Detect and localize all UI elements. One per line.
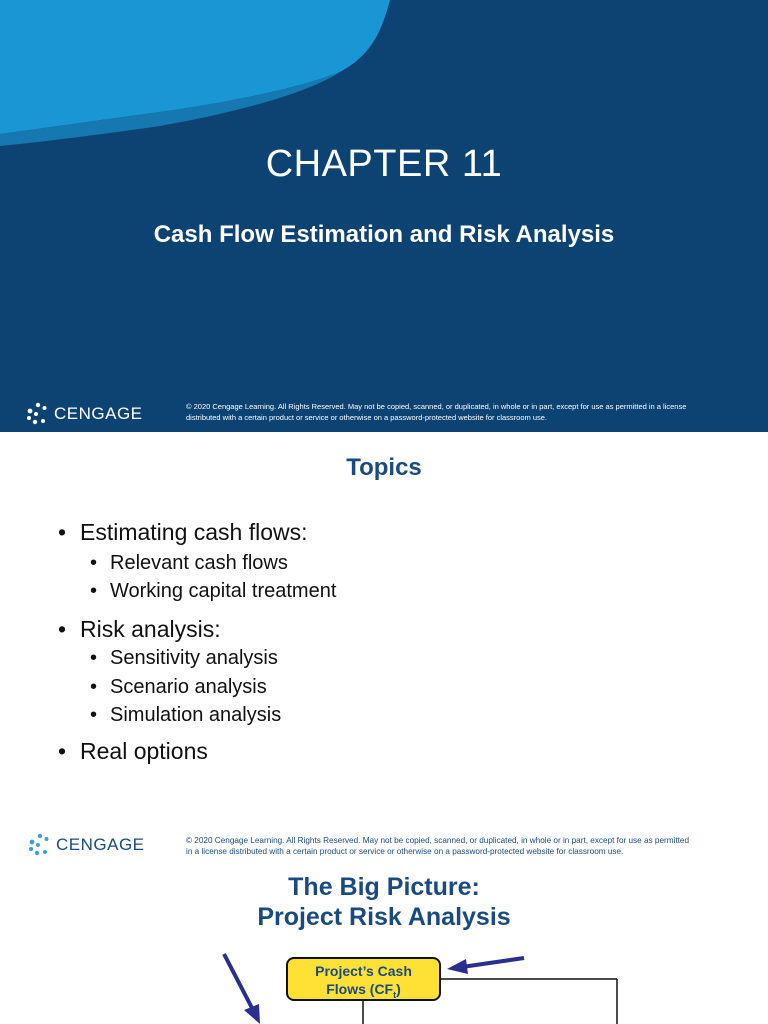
list-item [58, 519, 308, 546]
copyright-line: distributed with a certain product or service or otherwise on a password-protected website for classroom use. [186, 412, 547, 422]
bullet-icon: • [58, 519, 67, 545]
bullet-icon: • [58, 738, 67, 764]
box-label: Project’s Cash [315, 963, 412, 979]
title-line: The Big Picture: [288, 873, 480, 901]
project-cash-flows-box [286, 957, 441, 1001]
list-item [58, 738, 208, 765]
cengage-logo-icon [26, 402, 50, 426]
bullet-icon: • [58, 616, 67, 642]
bullet-icon: • [90, 647, 98, 669]
chapter-title-slide [0, 0, 768, 432]
arrow-left-icon [447, 958, 524, 974]
bullet-icon: • [90, 704, 98, 726]
big-picture-slide [0, 812, 768, 1024]
sub-list-item-text: Simulation analysis [110, 704, 282, 726]
chapter-subtitle: Cash Flow Estimation and Risk Analysis [153, 221, 615, 248]
cengage-logo-text: CENGAGE [54, 404, 143, 423]
copyright-line: © 2020 Cengage Learning. All Rights Reserved. May not be copied, scanned, or duplicated, in whole or in part, except for use as permitted in a license [186, 402, 687, 411]
sub-list-item [90, 676, 267, 699]
sub-list-item-text: Scenario analysis [110, 676, 267, 698]
copyright-line: in a license distributed with a certain product or service or otherwise on a password-protected website for classroom use. [186, 847, 624, 856]
chapter-title: CHAPTER 11 [265, 143, 503, 185]
sub-list-item [90, 552, 288, 575]
sub-list-item-text: Sensitivity analysis [110, 647, 278, 669]
list-item-text: Estimating cash flows: [80, 519, 308, 545]
copyright-notice [186, 402, 746, 423]
bullet-icon: • [90, 552, 98, 574]
topics-slide [0, 432, 768, 812]
sub-list-item-text: Relevant cash flows [110, 552, 288, 574]
list-item-text: Real options [80, 738, 208, 764]
bullet-icon: • [90, 676, 98, 698]
cengage-logo [26, 402, 143, 426]
list-item-text: Risk analysis: [80, 616, 221, 642]
copyright-line: © 2020 Cengage Learning. All Rights Reserved. May not be copied, scanned, or duplicated, in whole or in part, except for use as permitted [186, 836, 690, 845]
arrow-down-icon [224, 954, 260, 1024]
sub-list-item [90, 704, 281, 727]
title-line: Project Risk Analysis [257, 903, 511, 931]
wave-decoration [0, 0, 768, 432]
topics-heading: Topics [346, 454, 422, 481]
bullet-icon: • [90, 580, 98, 602]
cengage-logo-text: CENGAGE [56, 835, 145, 854]
sub-list-item-text: Working capital treatment [110, 580, 337, 602]
list-item [58, 616, 221, 643]
sub-list-item [90, 580, 336, 603]
box-label: Flows $(CF_t)$ [326, 981, 401, 1000]
sub-list-item [90, 647, 278, 670]
